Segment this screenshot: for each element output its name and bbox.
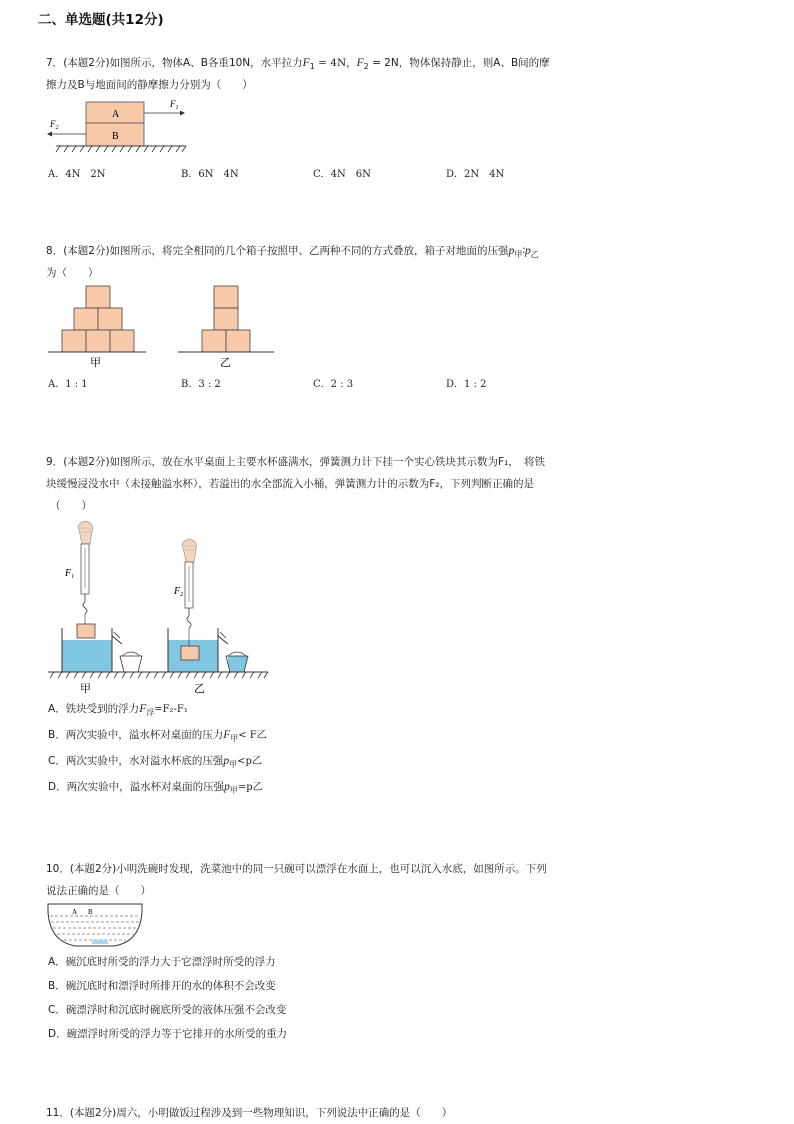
q9-option-b-tail: < F乙 (238, 730, 267, 741)
q7-score: (本题2分) (63, 57, 110, 69)
spout-right (218, 636, 228, 644)
question-7-line2: 擦力及B与地面间的静摩擦力分别为（ ） (46, 79, 253, 91)
q9-option-d[interactable] (48, 776, 263, 802)
table-hatch (50, 672, 268, 678)
q11-score: (本题2分) (69, 1107, 117, 1119)
q8-number: 8． (46, 245, 64, 257)
q9-number: 9． (46, 456, 64, 468)
hand-left (78, 522, 93, 545)
q7-option-c[interactable]: C．4N 6N (313, 169, 371, 180)
q7-option-b[interactable]: B．6N 4N (181, 169, 239, 180)
q7-number: 7． (46, 57, 64, 69)
q9-option-c-sub: 甲 (229, 760, 238, 770)
question-8-line2: 为（ ） (46, 267, 99, 279)
q9-option-a-sub: 浮 (146, 708, 155, 718)
sunken-bowl (92, 940, 108, 944)
bucket-left (120, 656, 142, 672)
q10-figure (44, 902, 146, 950)
q10-option-d[interactable]: D．碗漂浮时所受的浮力等于它排开的水所受的重力 (48, 1028, 288, 1040)
q10-option-c[interactable]: C．碗漂浮时和沉底时碗底所受的液体压强不会改变 (48, 1004, 287, 1016)
q8-option-a[interactable]: A．1 : 1 (48, 379, 88, 390)
question-9-line3: （ ） (50, 500, 92, 512)
force-f1-label: $F_1$ (170, 99, 179, 111)
q7-figure (44, 94, 190, 158)
q9-label-jia: 甲 (80, 683, 91, 695)
bowl-a-label: A (72, 908, 78, 916)
q8-text: 如图所示，将完全相同的几个箱子按照甲、乙两种不同的方式叠放，箱子对地面的压强 (109, 245, 509, 257)
q7-option-a[interactable]: A．4N 2N (48, 169, 106, 180)
label-yi: 乙 (220, 357, 231, 369)
label-jia: 甲 (90, 357, 101, 369)
q9-option-b[interactable] (48, 724, 267, 750)
hook-left (83, 602, 87, 614)
q7-option-d[interactable]: D．2N 4N (446, 169, 505, 180)
water-left (62, 640, 112, 672)
q9-score: (本题2分) (63, 456, 110, 468)
q8-option-b[interactable]: B．3 : 2 (181, 379, 221, 390)
q11-text-1: 周六，小明做饭过程涉及到一些物理知识，下列说法中正确的是（ ） (116, 1107, 453, 1119)
q8-figure (46, 284, 278, 370)
q9-text-1: 如图所示，放在水平桌面上主要水杯盛满水，弹簧测力计下挂一个实心铁块其示数为F₁， 将铁 (109, 456, 546, 468)
force-f2-arrowhead (47, 132, 52, 137)
q8-option-c[interactable]: C．2 : 3 (313, 379, 354, 390)
q9-option-d-sub: 甲 (229, 786, 238, 796)
q10-option-b[interactable]: B．碗沉底时和漂浮时所排开的水的体积不会改变 (48, 980, 276, 992)
q7-f1-sub: 1 (309, 62, 315, 72)
q9-option-c-tail: <p乙 (237, 756, 262, 767)
question-8-line1 (46, 240, 539, 266)
q9-label-yi: 乙 (194, 683, 205, 695)
q8-score: (本题2分) (63, 245, 110, 257)
iron-block-left (77, 624, 95, 638)
section-title: 二、单选题(共12分) (38, 12, 164, 28)
q8-p-jia: p (508, 245, 515, 257)
q9-option-a-text: A．铁块受到的浮力 (48, 703, 140, 715)
stack-jia-boxes (62, 286, 134, 352)
q9-option-a-tail: =F₂-F₁ (154, 704, 188, 715)
hook-right (187, 616, 191, 628)
q7-f2-value: = 2N，物体保持静止，则A、B间的摩 (368, 57, 550, 69)
q8-p-yi: p (525, 245, 531, 257)
question-9-line2: 块缓慢浸没水中（未接触溢水杯），若溢出的水全部流入小桶，弹簧测力计的示数为F₂，下列判断正确的是 (46, 478, 534, 490)
ground-hatch (56, 146, 186, 152)
q10-text-1: 小明洗碗时发现，洗菜池中的同一只碗可以漂浮在水面上，也可以沉入水底，如图所示。下列 (116, 863, 547, 875)
q9-option-c-text: C．两次实验中，水对溢水杯底的压强 (48, 755, 224, 767)
q9-option-a[interactable] (48, 698, 188, 724)
question-10-line1 (46, 858, 547, 880)
stack-yi-boxes (202, 286, 250, 352)
q9-option-d-text: D．两次实验中，溢水杯对桌面的压强 (48, 781, 225, 793)
force-f1-arrowhead (180, 111, 185, 116)
q9-option-a-math: F (139, 703, 147, 715)
q10-score: (本题2分) (69, 863, 117, 875)
q9-option-b-text: B．两次实验中，溢水杯对桌面的压力 (48, 729, 224, 741)
q9-option-d-math: p (224, 781, 230, 793)
q9-option-b-sub: 甲 (230, 734, 239, 744)
force-f2-label: $F_2$ (50, 119, 59, 131)
q7-f2-sub: 2 (363, 62, 369, 72)
q8-yi-sub: 乙 (530, 250, 539, 260)
q9-f1-label: $F_1$ (65, 568, 75, 580)
q11-number: 11． (46, 1107, 70, 1119)
q7-text: 如图所示，物体A、B各重10N，水平拉力 (109, 57, 303, 69)
q8-option-d[interactable]: D．1 : 2 (446, 379, 487, 390)
q9-option-c-math: p (223, 755, 230, 767)
iron-block-right (181, 646, 199, 660)
block-b-label: B (112, 131, 119, 142)
q8-colon: ∶ (522, 245, 526, 257)
hand-right (182, 540, 197, 563)
q10-number: 10． (46, 863, 70, 875)
bowl-b-label: B (88, 908, 93, 916)
q9-option-d-tail: =p乙 (237, 782, 263, 793)
block-a-label: A (112, 109, 120, 120)
q10-option-a[interactable]: A．碗沉底时所受的浮力大于它漂浮时所受的浮力 (48, 956, 276, 968)
spout-left (112, 636, 122, 644)
q9-f2-label: $F_2$ (174, 586, 184, 598)
q8-jia-sub: 甲 (514, 250, 523, 260)
question-11-line1 (46, 1102, 452, 1124)
q7-f1-value: = 4N， (314, 57, 357, 69)
q7-f1-symbol: F (302, 57, 310, 69)
q9-figure (44, 518, 276, 698)
q9-option-b-math: F (223, 729, 231, 741)
q9-option-c[interactable] (48, 750, 262, 776)
q7-f2-symbol: F (356, 57, 364, 69)
question-9-line1 (46, 451, 545, 473)
question-10-line2: 说法正确的是（ ） (46, 885, 151, 897)
